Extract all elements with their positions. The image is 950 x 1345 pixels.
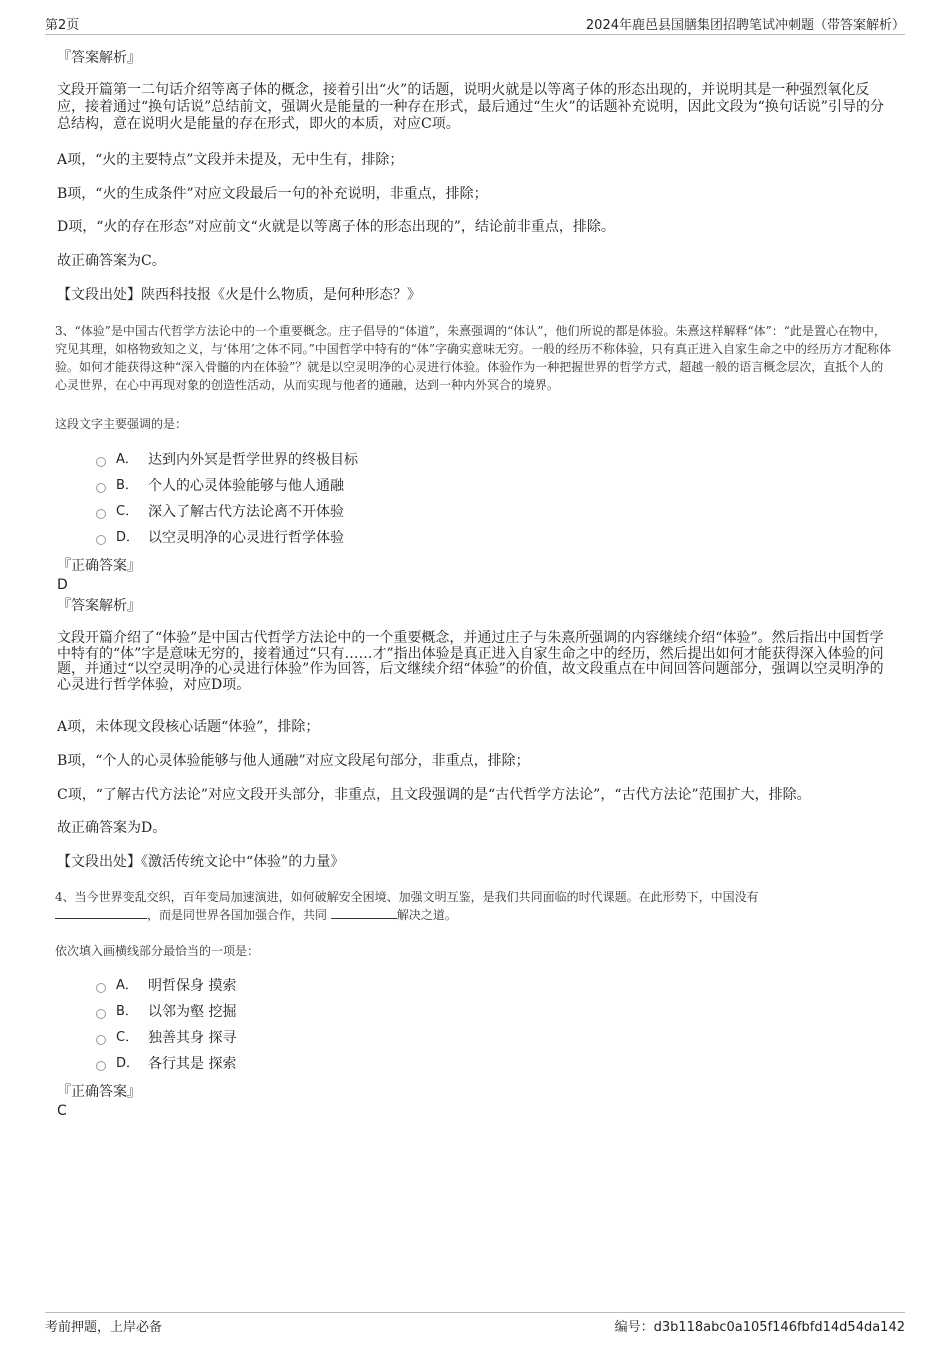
- q4-option-b[interactable]: [96, 1002, 236, 1022]
- option-letter: C．: [116, 504, 139, 519]
- footer-slogan: 考前押题，上岸必备: [45, 1320, 163, 1335]
- radio-icon[interactable]: [96, 983, 106, 993]
- q3-prompt: 这段文字主要强调的是：: [55, 417, 188, 431]
- q4-answer-heading: 『正确答案』: [57, 1084, 141, 1100]
- document-title: 2024年鹿邑县国膳集团招聘笔试冲刺题（带答案解析）: [585, 18, 905, 33]
- option-text: 个人的心灵体验能够与他人通融: [148, 478, 344, 494]
- q2-analysis-text: 文段开篇第一二句话介绍等离子体的概念，接着引出“火”的话题，说明火就是以等离子体的形态出现的，并说明其是一种强烈氧化反应，接着通过“换句话说”总结前文，强调火是能量的一种存在形式，最后通过“生火”的话题补充说明，因此文段为“换句话说”引导的分总结构，意在说明火是能量的存在形式，即火的本质，对应C项。: [57, 82, 884, 132]
- q4-option-a[interactable]: [96, 976, 236, 996]
- q4-answer: C: [57, 1103, 67, 1119]
- option-letter: A．: [116, 452, 138, 467]
- option-letter: B．: [116, 1004, 138, 1019]
- q3-answer-heading: 『正确答案』: [57, 558, 141, 574]
- option-text: 独善其身 探寻: [148, 1030, 237, 1046]
- q3-option-c-note: C项，“了解古代方法论”对应文段开头部分，非重点，且文段强调的是“古代哲学方法论”，“古代方法论”范围扩大，排除。: [57, 787, 811, 803]
- q3-source: 【文段出处】《激活传统文论中“体验”的力量》: [57, 854, 345, 870]
- q3-option-b-note: B项，“个人的心灵体验能够与他人通融”对应文段尾句部分，非重点，排除；: [57, 753, 530, 769]
- option-text: 各行其是 探索: [148, 1056, 237, 1072]
- q4-prompt: 依次填入画横线部分最恰当的一项是：: [55, 944, 260, 958]
- option-text: 明哲保身 摸索: [148, 978, 237, 994]
- q3-option-c[interactable]: [96, 502, 344, 522]
- q3-stem: 3、“体验”是中国古代哲学方法论中的一个重要概念。庄子倡导的“体道”，朱熹强调的“体认”，他们所说的都是体验。朱熹这样解释“体”：“此是置心在物中，究见其理，如格物致知之义，与‘体用’之体不同。”中国哲学中特有的“体”字确实意味无穷。一般的经历不称体验，只有真正进入自家生命之中的经历方才配称体验。如何才能获得这种“深入骨髓的内在体验”？就是以空灵明净的心灵进行体验。体验作为一种把握世界的哲学方式，超越一般的语言概念层次，直抵个人的心灵世界，在心中再现对象的创造性活动，从而实现与他者的通融，达到一种内外冥合的境界。: [55, 324, 892, 392]
- option-text: 以邻为壑 挖掘: [148, 1004, 237, 1020]
- option-text: 深入了解古代方法论离不开体验: [148, 504, 344, 520]
- q3-answer: D: [57, 577, 68, 593]
- q4-option-d[interactable]: [96, 1054, 236, 1074]
- q2-option-a-note: A项，“火的主要特点”文段并未提及，无中生有，排除；: [57, 152, 404, 168]
- q2-option-d-note: D项，“火的存在形态”对应前文“火就是以等离子体的形态出现的”，结论前非重点，排除。: [57, 219, 615, 235]
- q3-option-d[interactable]: [96, 528, 344, 548]
- page-header: [45, 14, 905, 35]
- q3-option-b[interactable]: [96, 476, 344, 496]
- radio-icon[interactable]: [96, 1061, 106, 1071]
- radio-icon[interactable]: [96, 483, 106, 493]
- option-letter: D．: [116, 1056, 140, 1071]
- q4-stem-part3: 解决之道。: [396, 908, 457, 922]
- q4-stem-part1: 4、当今世界变乱交织，百年变局加速演进，如何破解安全困境、加强文明互鉴，是我们共同面临的时代课题。在此形势下，中国没有: [55, 890, 759, 904]
- q4-stem: [55, 888, 895, 924]
- q2-conclusion: 故正确答案为C。: [57, 253, 166, 269]
- page-footer: [45, 1312, 905, 1335]
- q2-analysis-heading: 『答案解析』: [57, 50, 141, 66]
- option-text: 达到内外冥是哲学世界的终极目标: [148, 452, 358, 468]
- q2-option-b-note: B项，“火的生成条件”对应文段最后一句的补充说明，非重点，排除；: [57, 186, 488, 202]
- q4-option-c[interactable]: [96, 1028, 236, 1048]
- option-text: 以空灵明净的心灵进行哲学体验: [148, 530, 344, 546]
- q2-source: 【文段出处】陕西科技报《火是什么物质，是何种形态？》: [57, 287, 421, 303]
- radio-icon[interactable]: [96, 535, 106, 545]
- q4-stem-part2: ，而是同世界各国加强合作，共同: [147, 908, 328, 922]
- q3-analysis-text: 文段开篇介绍了“体验”是中国古代哲学方法论中的一个重要概念，并通过庄子与朱熹所强调的内容继续介绍“体验”。然后指出中国哲学中特有的“体”字是意味无穷的，接着通过“只有……才”指出体验是真正进入自家生命之中的经历，然后提出如何才能获得深入体验的问题，并通过“以空灵明净的心灵进行体验”作为回答，后文继续介绍“体验”的价值，故文段重点在中间回答问题部分，强调以空灵明净的心灵进行哲学体验，对应D项。: [57, 630, 884, 693]
- radio-icon[interactable]: [96, 1009, 106, 1019]
- radio-icon[interactable]: [96, 509, 106, 519]
- radio-icon[interactable]: [96, 1035, 106, 1045]
- page-number: 第2页: [45, 18, 80, 33]
- document-id: 编号：d3b118abc0a105f146fbfd14d54da142: [614, 1320, 905, 1335]
- q3-conclusion: 故正确答案为D。: [57, 820, 167, 836]
- option-letter: A．: [116, 978, 138, 993]
- option-letter: D．: [116, 530, 140, 545]
- blank-two: [331, 906, 397, 919]
- blank-one: [55, 906, 147, 919]
- radio-icon[interactable]: [96, 457, 106, 467]
- option-letter: B．: [116, 478, 138, 493]
- q3-option-a[interactable]: [96, 450, 358, 470]
- q3-analysis-heading: 『答案解析』: [57, 598, 141, 614]
- option-letter: C．: [116, 1030, 139, 1045]
- q3-option-a-note: A项，未体现文段核心话题“体验”，排除；: [57, 719, 320, 735]
